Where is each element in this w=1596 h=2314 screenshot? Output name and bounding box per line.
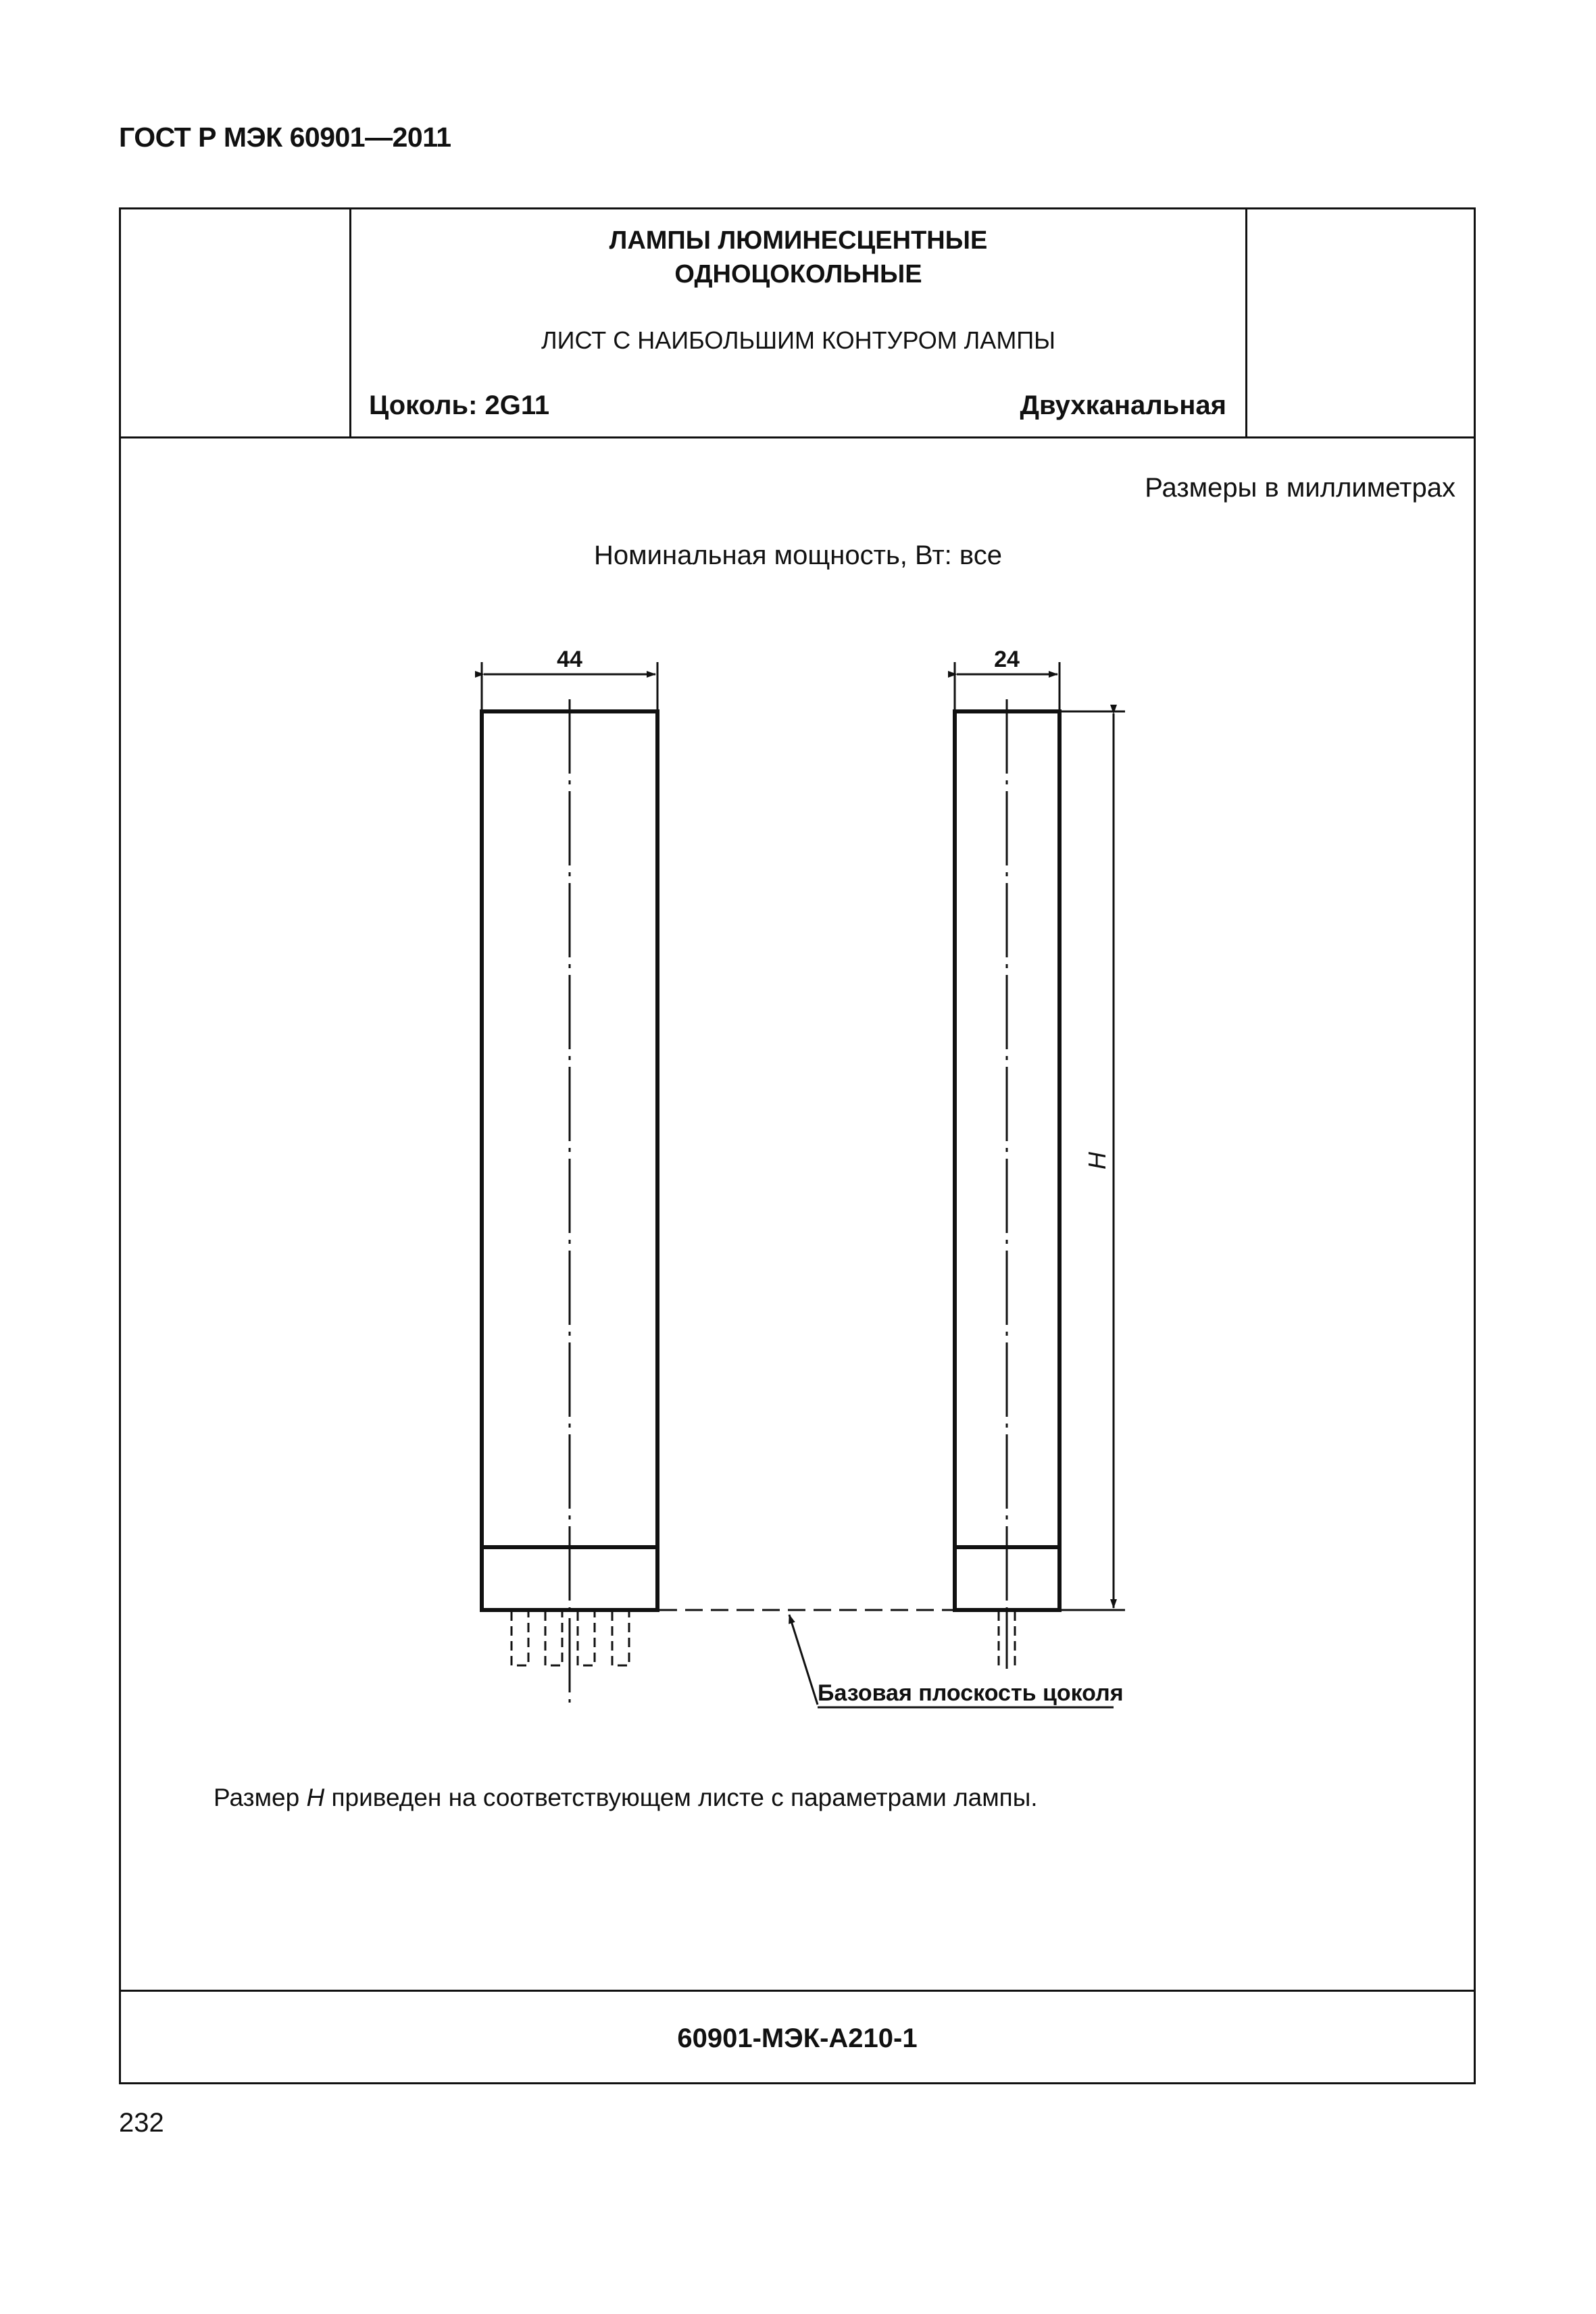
sheet-code: 60901-МЭК-А210-1 [677,2023,918,2053]
front-view [482,647,657,1703]
base-plane-label: Базовая плоскость цоколя [818,1680,1124,1706]
footnote-prefix: Размер [214,1784,307,1811]
height-label: H [1083,1152,1111,1169]
power-note: Номинальная мощность, Вт: все [594,540,1002,570]
base-plane [659,1610,1124,1707]
standard-header: ГОСТ Р МЭК 60901—2011 [119,122,451,153]
type-label: Двухканальная [1020,391,1226,420]
footnote-var: H [306,1784,325,1811]
sheet-subtitle: ЛИСТ С НАИБОЛЬШИМ КОНТУРОМ ЛАМПЫ [541,326,1056,354]
sheet-title-line1: ЛАМПЫ ЛЮМИНЕСЦЕНТНЫЕ [609,226,988,255]
sheet-title-line2: ОДНОЦОКОЛЬНЫЕ [674,260,922,288]
page-number: 232 [119,2108,164,2138]
side-width-label: 24 [994,647,1020,672]
footnote [214,1784,1038,1812]
front-width-label: 44 [557,647,582,672]
base-label: Цоколь: 2G11 [369,391,550,420]
units-note: Размеры в миллиметрах [1145,473,1455,503]
base-plane-leader [789,1615,818,1705]
footnote-suffix: приведен на соответствующем листе с параметрами лампы. [324,1784,1038,1811]
side-view [955,647,1125,1669]
